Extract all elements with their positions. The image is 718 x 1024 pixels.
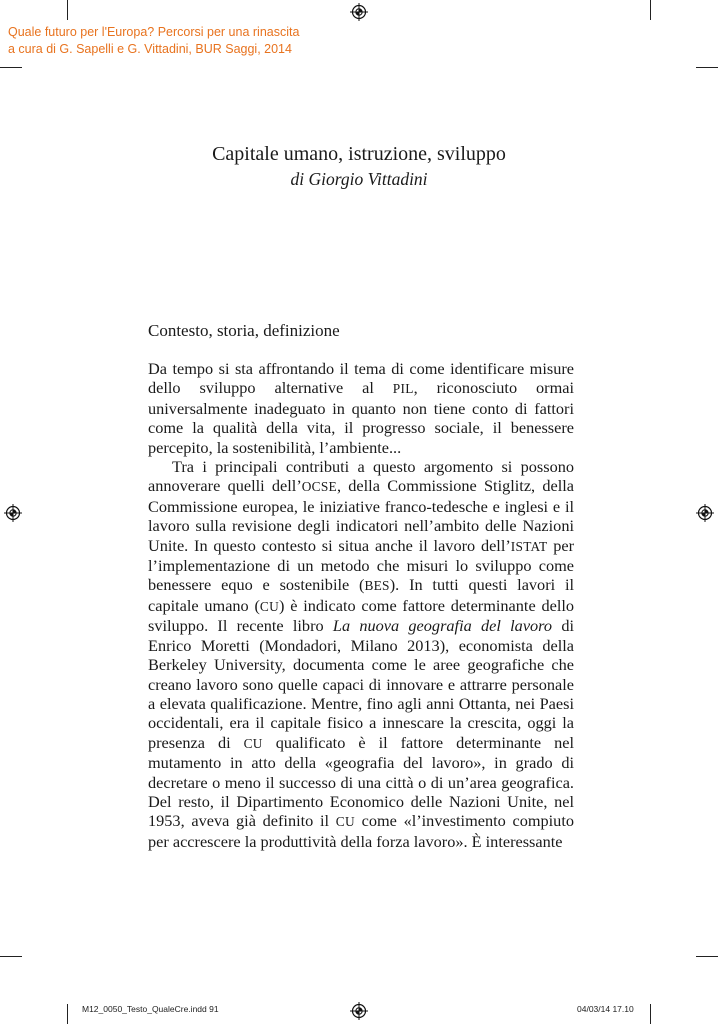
body-text [148,359,574,851]
acronym: CU [243,735,263,751]
paragraph [148,359,574,457]
registration-mark-icon [4,504,22,522]
footer-datetime: 04/03/14 17.10 [577,1004,634,1014]
registration-mark-icon [696,504,714,522]
crop-mark-top-right [650,0,651,20]
source-note-line-1: Quale futuro per l'Europa? Percorsi per una rinascita [8,25,300,39]
footer-file-slug: M12_0050_Testo_QualeCre.indd 91 [82,1004,219,1014]
crop-mark-right-upper [696,67,718,68]
registration-mark-icon [350,1002,368,1020]
crop-mark-right-lower [696,956,718,957]
chapter-author: di Giorgio Vittadini [290,169,428,189]
text-run: come «l’investimento compiuto per accrescere la produttività della forza lavoro». È interessante [148,811,574,851]
text-run: ). In tutti questi lavori il capitale umano ( [148,575,575,615]
crop-mark-bottom-left [67,1004,68,1024]
source-note-line-2: a cura di G. Sapelli e G. Vittadini, BUR Saggi, 2014 [8,42,292,56]
text-run: , della Commissione Stiglitz, della Commissione europea, le iniziative franco-tedesche e inglesi e il lavoro sulla revisione degli indicatori nell’ambito delle Nazioni Unite. In questo contesto si situa anche il lavoro dell’ [148,476,575,555]
text-run: per l’implementazione di un metodo che misuri lo sviluppo come benessere equo e sostenibile ( [148,535,575,595]
paragraph [148,457,574,851]
crop-mark-top-left [67,0,68,20]
acronym: ISTAT [510,538,548,554]
crop-mark-left-lower [0,956,22,957]
acronym: CU [335,814,355,830]
acronym: CU [259,598,279,614]
acronym: BES [364,578,390,594]
text-run: ) è indicato come fattore determinante dello sviluppo. Il recente libro [148,595,575,636]
acronym: OCSE [301,479,337,495]
text-run: qualificato è il fattore determinante nel mutamento in atto della «geografia del lavoro», in grado di decretare o meno il successo di una città o di un’area geografica. Del resto, il Dipartimento Economico delle Nazioni Unite, nel 1953, aveva già definito il [148,732,575,831]
text-run: di Enrico Moretti (Mondadori, Milano 2013), economista della Berkeley University, documenta come le aree geografiche che creano lavoro sono quelle capaci di innovare e attrarre personale a elevata qualificazione. Mentre, fino agli anni Ottanta, nei Paesi occidentali, era il capitale fisico a innescare la crescita, oggi la presenza di [148,616,574,752]
source-note [8,24,299,58]
text-run: Tra i principali contributi a questo argomento si possono annoverare quelli dell’ [148,457,574,496]
text-run: Da tempo si sta affrontando il tema di come identificare misure dello sviluppo alternative al [148,359,574,398]
crop-mark-left-upper [0,67,22,68]
registration-mark-icon [350,3,368,21]
acronym: PIL [392,381,414,397]
text-run: , riconosciuto ormai universalmente inadeguato in quanto non tiene conto di fattori come la qualità della vita, il progresso sociale, il benessere percepito, la sostenibilità, l’ambiente... [148,378,574,457]
chapter-title: Capitale umano, istruzione, sviluppo [212,143,506,165]
book-title: La nuova geografia del lavoro [332,616,553,636]
crop-mark-bottom-right [650,1004,651,1024]
section-heading: Contesto, storia, definizione [148,321,340,340]
